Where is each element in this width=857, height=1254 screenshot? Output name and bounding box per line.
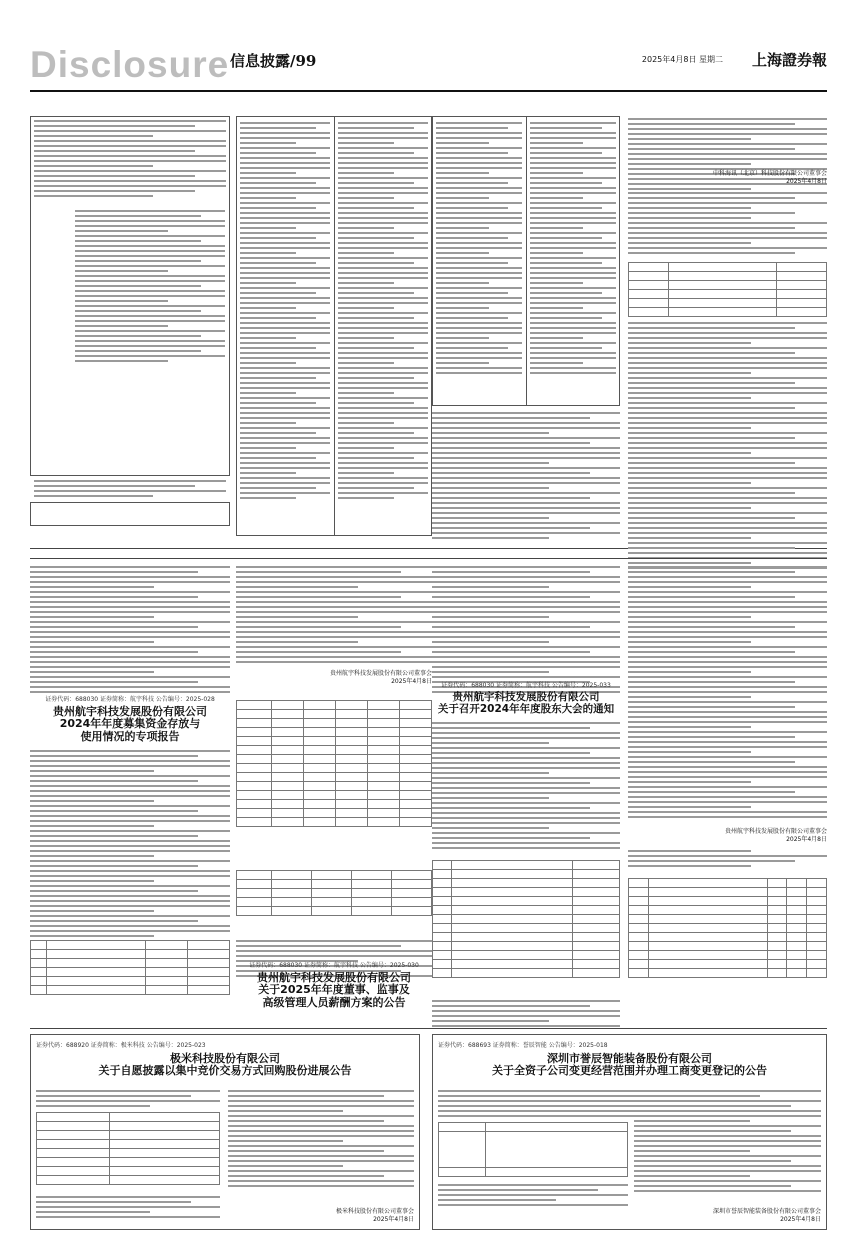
- announcement-hangyu-fund: [30, 694, 230, 743]
- announcement-code: 证券代码：688030 证券简称：航宇科技 公告编号：2025-030: [249, 962, 419, 969]
- date-hangyu-agm: 2025年4月8日: [786, 836, 827, 844]
- announcement-title: 极米科技股份有限公司 关于自愿披露以集中竞价交易方式回购股份进展公告: [98, 1052, 352, 1078]
- agm-ballot-table: [628, 878, 827, 978]
- agm-proposal-table: [432, 860, 620, 978]
- signer-xgimi: 极米科技股份有限公司董事会: [335, 1208, 414, 1215]
- masthead-rule: [30, 90, 827, 92]
- buyback-table: [36, 1112, 220, 1185]
- announcement-hangyu-agm: [432, 680, 620, 716]
- announcement-title: 贵州航宇科技发展股份有限公司 关于召开2024年年度股东大会的通知: [437, 691, 615, 715]
- fund-usage-table: [236, 700, 432, 827]
- column4-table: [628, 262, 827, 317]
- announcement-hangyu-pay: [236, 960, 432, 1009]
- announcement-title: 贵州航宇科技发展股份有限公司 关于2025年年度董事、监事及 高级管理人员薪酬方案的公告: [257, 971, 411, 1009]
- announcement-yuchen: [438, 1040, 821, 1078]
- date-yuchen: 2025年4月8日: [780, 1216, 821, 1224]
- signer-yuchen: 深圳市誉辰智能装备股份有限公司董事会: [712, 1208, 821, 1215]
- date-xgimi: 2025年4月8日: [373, 1216, 414, 1224]
- date-hangyu-fund: 2025年4月8日: [391, 678, 432, 686]
- brand-wordmark: Disclosure: [30, 44, 230, 85]
- announcement-code: 证券代码：688030 证券简称：航宇科技 公告编号：2025-028: [45, 696, 215, 703]
- column1-text: [34, 120, 226, 200]
- announcement-title: 贵州航宇科技发展股份有限公司 2024年年度募集资金存放与 使用情况的专项报告: [53, 705, 207, 743]
- masthead: [30, 44, 827, 86]
- announcement-title: 深圳市誉辰智能装备股份有限公司 关于全资子公司变更经营范围并办理工商变更登记的公告: [492, 1052, 767, 1078]
- newspaper-name: 上海證券報: [751, 51, 827, 69]
- announcement-xgimi: [36, 1040, 414, 1078]
- signer-zhongke: 中科海讯（北京）科技股份有限公司董事会: [712, 170, 827, 177]
- announcement-code: 证券代码：688920 证券简称：极米科技 公告编号：2025-023: [36, 1042, 206, 1049]
- announcement-code: 证券代码：688693 证券简称：誉辰智能 公告编号：2025-018: [438, 1042, 608, 1049]
- issue-date: 2025年4月8日 星期二: [641, 55, 723, 64]
- business-scope-table: [438, 1122, 628, 1177]
- section-title: 信息披露/99: [230, 52, 317, 70]
- date-zhongke: 2025年4月8日: [786, 178, 827, 186]
- signer-hangyu-agm: 贵州航宇科技发展股份有限公司董事会: [724, 828, 827, 835]
- announcement-code: 证券代码：688030 证券简称：航宇科技 公告编号：2025-033: [441, 682, 611, 689]
- signer-hangyu-fund: 贵州航宇科技发展股份有限公司董事会: [329, 670, 432, 677]
